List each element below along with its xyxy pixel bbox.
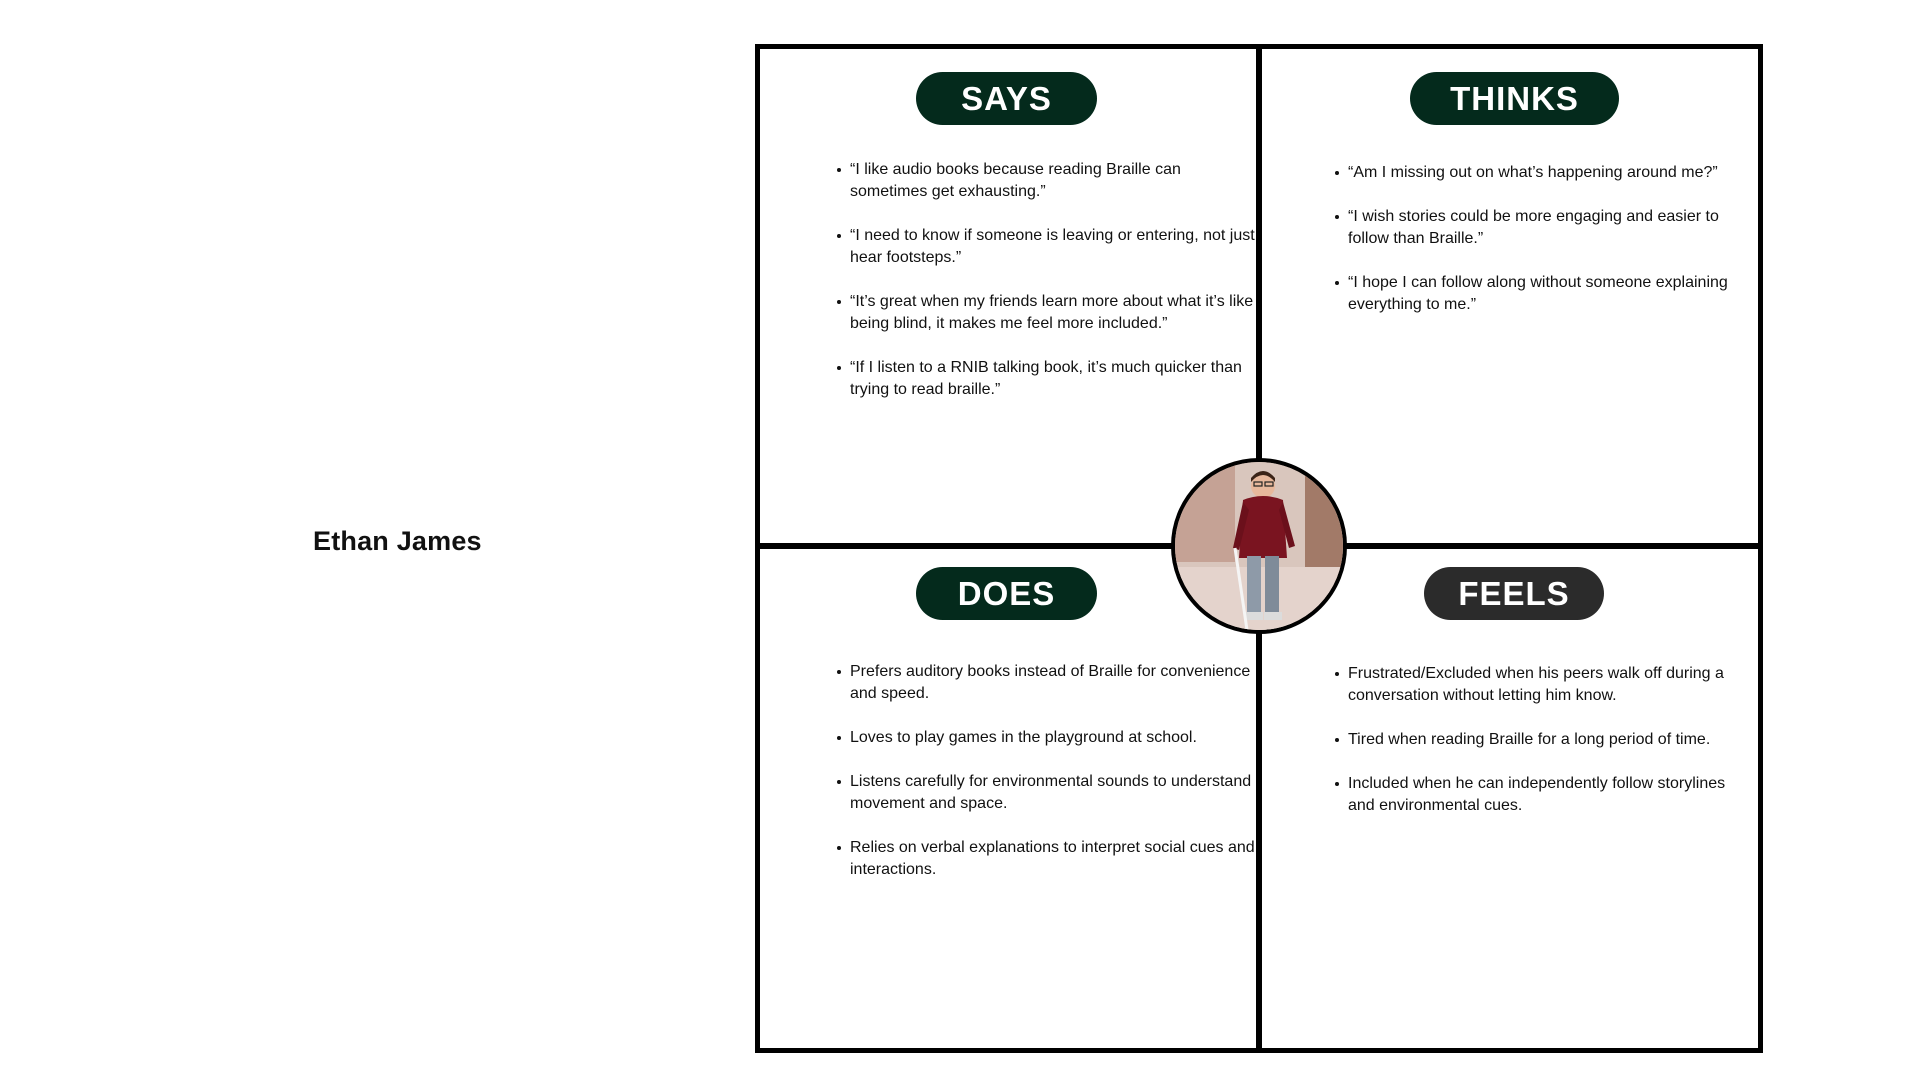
persona-photo [1171, 458, 1347, 634]
does-item-4: Relies on verbal explanations to interpret social cues and interactions. [850, 837, 1256, 881]
quadrant-says [760, 49, 1256, 543]
feels-item-1: Frustrated/Excluded when his peers walk off during a conversation without letting him know. [1348, 663, 1768, 707]
thinks-item-3: “I hope I can follow along without someone explaining everything to me.” [1348, 272, 1768, 316]
does-item-3: Listens carefully for environmental sounds to understand movement and space. [850, 771, 1256, 815]
quadrant-thinks [1262, 49, 1758, 543]
quadrant-does [760, 549, 1256, 1048]
says-item-1: “I like audio books because reading Braille can sometimes get exhausting.” [850, 159, 1256, 203]
says-item-3: “It’s great when my friends learn more about what it’s like being blind, it makes me feel more included.” [850, 291, 1256, 335]
does-heading: DOES [916, 567, 1097, 620]
does-list [834, 661, 1256, 903]
thinks-list [1332, 162, 1768, 338]
feels-item-2: Tired when reading Braille for a long period of time. [1348, 729, 1768, 751]
feels-list [1332, 663, 1768, 839]
says-heading: SAYS [916, 72, 1097, 125]
thinks-item-1: “Am I missing out on what’s happening around me?” [1348, 162, 1768, 184]
thinks-heading: THINKS [1410, 72, 1619, 125]
thinks-item-2: “I wish stories could be more engaging and easier to follow than Braille.” [1348, 206, 1768, 250]
says-item-2: “I need to know if someone is leaving or entering, not just hear footsteps.” [850, 225, 1256, 269]
quadrant-feels [1262, 549, 1758, 1048]
feels-item-3: Included when he can independently follow storylines and environmental cues. [1348, 773, 1768, 817]
does-item-1: Prefers auditory books instead of Braille for convenience and speed. [850, 661, 1256, 705]
says-list [834, 159, 1256, 423]
persona-photo-icon [1175, 462, 1343, 630]
says-item-4: “If I listen to a RNIB talking book, it’s much quicker than trying to read braille.” [850, 357, 1256, 401]
persona-name: Ethan James [313, 526, 482, 556]
does-item-2: Loves to play games in the playground at school. [850, 727, 1256, 749]
feels-heading: FEELS [1424, 567, 1604, 620]
